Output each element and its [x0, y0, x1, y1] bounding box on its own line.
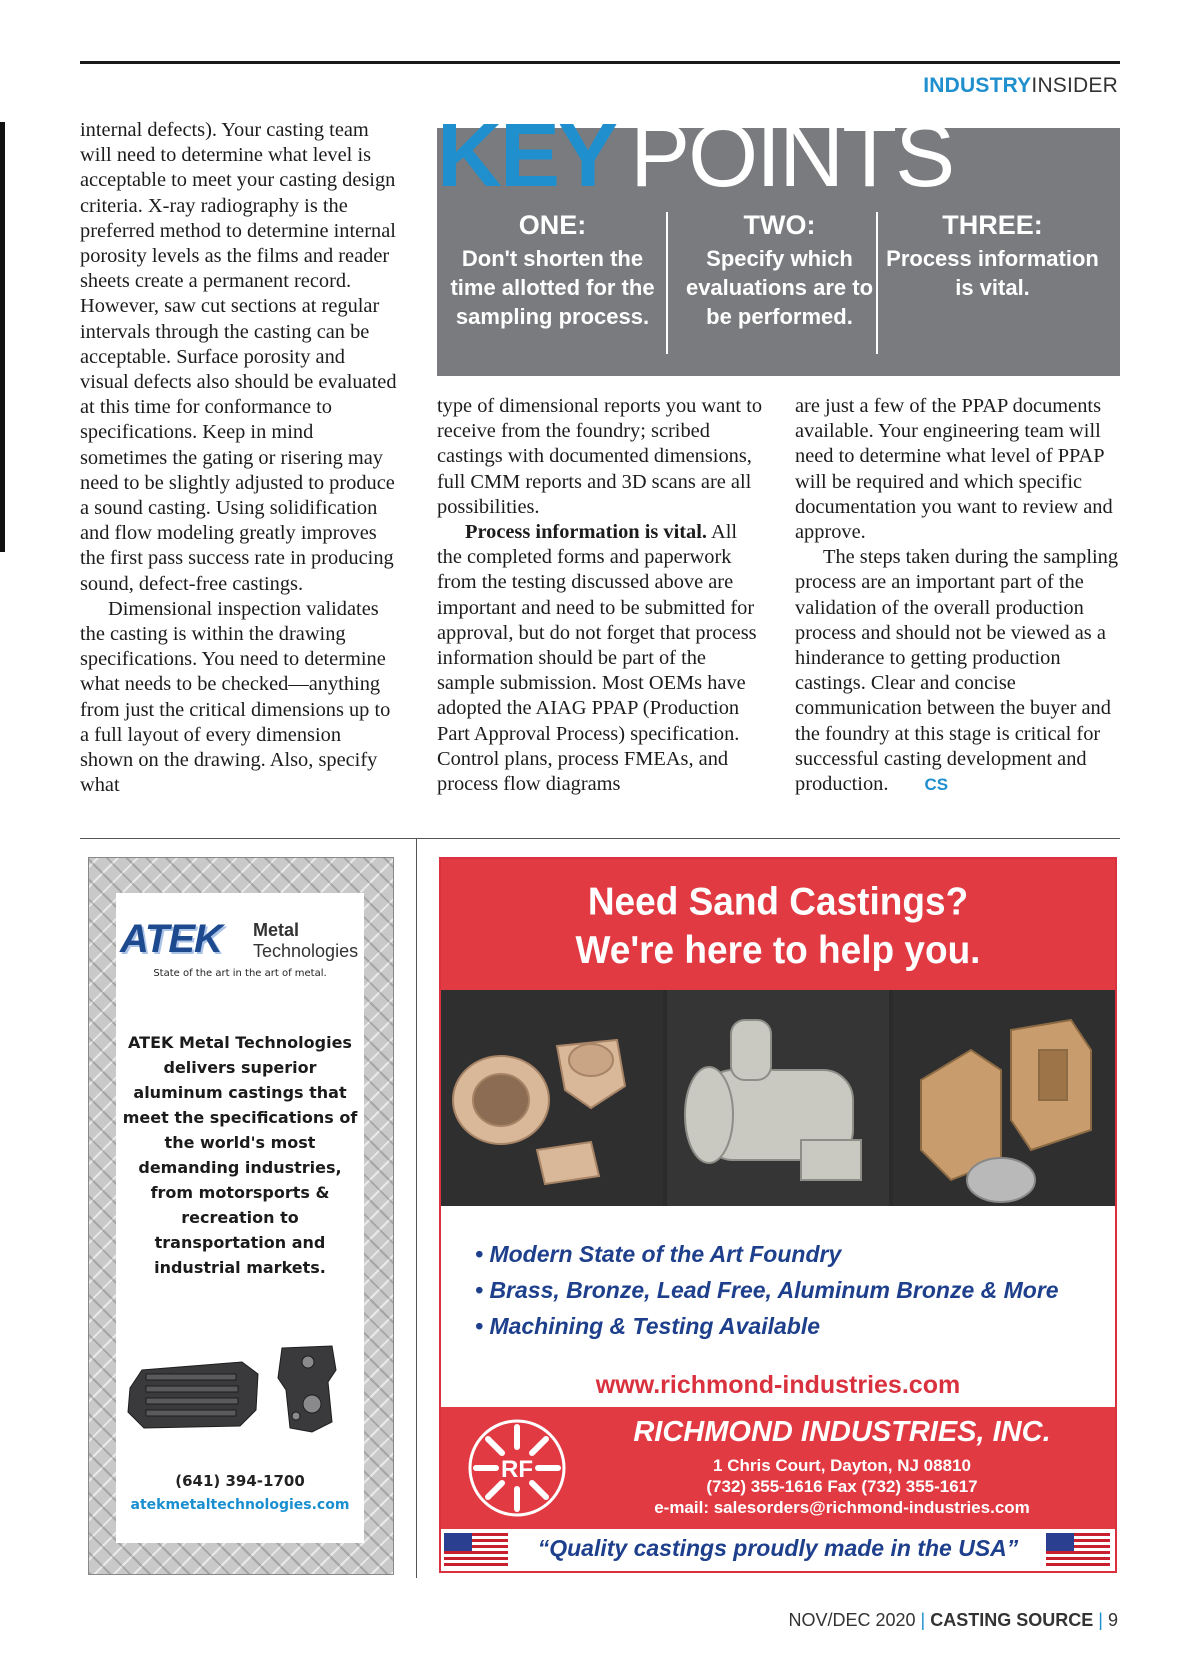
- col2-paragraph-2-text: All the completed forms and paperwork from the testing discussed above are important and need to be submitted for approval, but do not forget that process information should be part of the sample submission. Most OEMs have adopted the AIAG PPAP (Production Part Approval Process) specification. Control plans, process FMEAs, and process flow diagrams: [437, 521, 757, 796]
- key-point-three: [885, 208, 1100, 302]
- richmond-contact: [582, 1455, 1102, 1518]
- end-mark: CS: [924, 775, 949, 795]
- richmond-logo-text: RF: [501, 1456, 533, 1483]
- ads-divider-vertical: [416, 838, 417, 1578]
- ads-divider-horizontal: [80, 838, 1120, 839]
- richmond-company-name: RICHMOND INDUSTRIES, INC.: [633, 1416, 1051, 1448]
- atek-logo-metal: Metal: [253, 920, 300, 940]
- engine-parts-image: [122, 1340, 358, 1440]
- col3-paragraph-2: [795, 545, 1121, 797]
- richmond-phones: (732) 355-1616 Fax (732) 355-1617: [706, 1477, 978, 1496]
- richmond-headline: [441, 878, 1115, 975]
- key-points-divider: [666, 212, 668, 354]
- castings-photo-strip: [441, 990, 1115, 1206]
- key-points-title-points: POINTS: [630, 106, 954, 206]
- key-point-two: [672, 208, 887, 331]
- article-column-3: [795, 394, 1121, 797]
- key-point-text: Process information is vital.: [886, 246, 1099, 300]
- coin: [967, 1158, 1035, 1202]
- footer-issue: NOV/DEC 2020: [788, 1610, 916, 1630]
- col1-paragraph-2: Dimensional inspection validates the casting is within the drawing specifications. You need to determine what needs to be checked—anything from just the critical dimensions up to a full layout of every dimension shown on the drawing. Also, specify what: [80, 597, 391, 797]
- col1-paragraph-1: internal defects). Your casting team will need to determine what level is acceptable to meet your casting design criteria. X-ray radiography is the preferred method to determine internal porosity levels as the films and reader sheets create a permanent record. However, saw cut sections at regular intervals through the casting can be acceptable. Surface porosity and visual defects also should be evaluated at this time for conformance to specifications. Keep in mind sometimes the gating or risering may need to be slightly adjusted to produce a sound casting. Using solidification and flow modeling greatly improves the first pass success rate in producing sound, defect-free castings.: [80, 119, 397, 595]
- richmond-bullet: • Brass, Bronze, Lead Free, Aluminum Bronze & More: [475, 1277, 1059, 1303]
- left-edge-bar: [0, 122, 5, 552]
- footer-magazine: CASTING SOURCE: [930, 1610, 1094, 1630]
- key-point-text: Don't shorten the time allotted for the sampling process.: [450, 246, 655, 329]
- richmond-logo-icon: [466, 1417, 568, 1519]
- us-flag-icon: [1046, 1533, 1110, 1569]
- atek-description: ATEK Metal Technologies delivers superior aluminum castings that meet the specifications of the world's most demanding industries, from motorsports & recreation to transportation and industrial markets.: [122, 1033, 358, 1277]
- key-point-number: TWO:: [743, 210, 816, 240]
- section-label-bold: INDUSTRY: [923, 74, 1032, 97]
- richmond-website-link[interactable]: www.richmond-industries.com: [595, 1371, 961, 1399]
- key-point-number: THREE:: [942, 210, 1043, 240]
- top-rule: [80, 61, 1120, 64]
- key-point-one: [445, 208, 660, 331]
- page-footer: [788, 1610, 1118, 1631]
- col2-paragraph-2: [437, 520, 763, 797]
- key-points-title: [437, 106, 954, 206]
- richmond-email[interactable]: e-mail: salesorders@richmond-industries.com: [654, 1498, 1030, 1517]
- atek-logo-technologies: Technologies: [253, 941, 359, 961]
- richmond-bullets: [475, 1236, 1105, 1344]
- atek-tagline: State of the art in the art of metal.: [153, 968, 327, 979]
- richmond-headline-line-1: Need Sand Castings?: [587, 879, 969, 923]
- key-points-title-key: KEY: [437, 106, 617, 206]
- article-column-2: [437, 394, 763, 797]
- richmond-address: 1 Chris Court, Dayton, NJ 08810: [713, 1456, 971, 1475]
- atek-logo: ATEK: [120, 917, 222, 961]
- section-label: [923, 74, 1118, 98]
- run-in-heading: Process information is vital.: [465, 521, 708, 544]
- richmond-headline-line-2: We're here to help you.: [575, 928, 981, 972]
- key-point-number: ONE:: [518, 210, 587, 240]
- richmond-bullet: • Modern State of the Art Foundry: [475, 1241, 842, 1267]
- page-number: 9: [1107, 1610, 1118, 1630]
- us-flag-icon: [444, 1533, 508, 1569]
- richmond-slogan: “Quality castings proudly made in the USA”: [537, 1535, 1019, 1561]
- article-column-1: [80, 118, 398, 798]
- key-point-text: Specify which evaluations are to be performed.: [685, 246, 874, 329]
- col3-paragraph-2-text: The steps taken during the sampling process are an important part of the validation of the overall production process and should not be viewed as a hinderance to getting production castings. Clear and concise communication between the buyer and the foundry at this stage is critical for successful casting development and production.: [795, 546, 1119, 796]
- richmond-bullet: • Machining & Testing Available: [475, 1313, 821, 1339]
- section-label-light: INSIDER: [1031, 74, 1118, 97]
- atek-phone: (641) 394-1700: [175, 1472, 305, 1490]
- col2-paragraph-1: type of dimensional reports you want to receive from the foundry; scribed castings with documented dimensions, full CMM reports and 3D scans are all possibilities.: [437, 395, 763, 518]
- atek-website-link[interactable]: atekmetaltechnologies.com: [130, 1497, 350, 1513]
- footer-separator: |: [1098, 1610, 1103, 1630]
- key-points-divider: [876, 212, 878, 354]
- col3-paragraph-1: are just a few of the PPAP documents available. Your engineering team will need to determine what level of PPAP will be required and which specific documentation you want to review and approve.: [795, 395, 1113, 544]
- footer-separator: |: [920, 1610, 926, 1630]
